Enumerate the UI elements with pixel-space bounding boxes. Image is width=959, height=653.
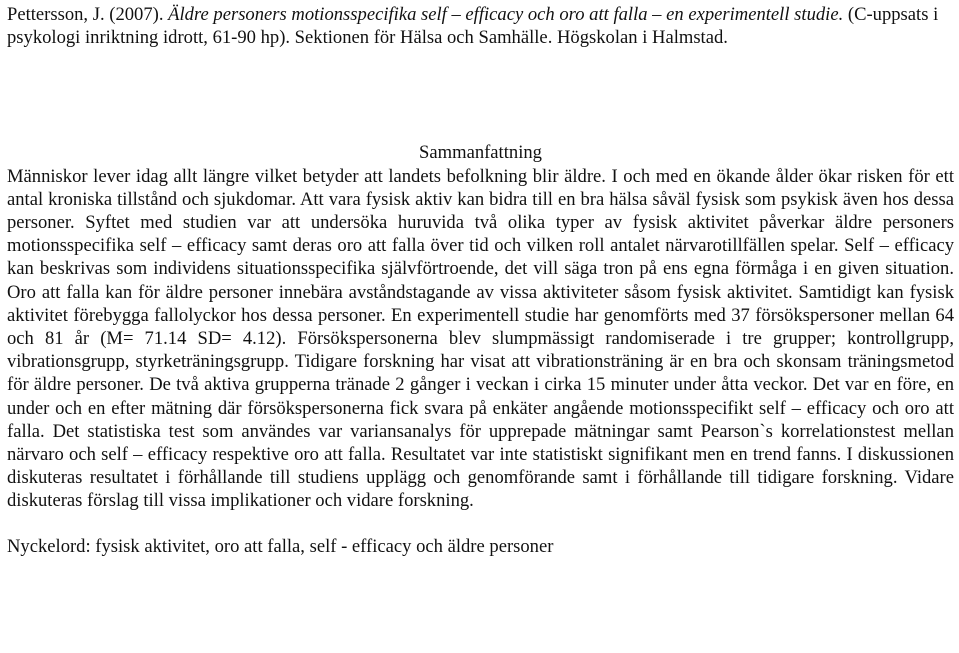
abstract-body: Människor lever idag allt längre vilket betyder att landets befolkning blir äldre. I och med en ökande ålder ökar risken för ett antal kroniska tillstånd och sjukdomar. Att vara fysisk aktiv kan bidra till en bra hälsa såväl fysisk som psykisk även hos dessa personer. Syftet med studien var att undersöka huruvida två olika typer av fysisk aktivitet påverkar äldre personers motionsspecifika self – efficacy samt deras oro att falla över tid och vilken roll antalet närvarotillfällen spelar. Self – efficacy kan beskrivas som individens situationsspecifika självförtroende, det vill säga tron på ens egna förmåga i en given situation. Oro att falla kan för äldre personer innebära avståndstagande av vissa aktiviteter såsom fysisk aktivitet. Samtidigt kan fysisk aktivitet förebygga fallolyckor hos dessa personer. En experimentell studie har genomförts med 37 försökspersoner mellan 64 och 81 år (M= 71.14 SD= 4.12). Försökspersonerna blev slumpmässigt randomiserade i tre grupper; kontrollgrupp, vibrationsgrupp, styrketräningsgrupp. Tidigare forskning har visat att vibrationsträning är en bra och skonsam träningsmetod för äldre personer. De två aktiva grupperna tränade 2 gånger i veckan i cirka 15 minuter under åtta veckor. Det var en före, en under och en efter mätning där försökspersonerna fick svara på enkäter angående motionsspecifikt self – efficacy och oro att falla. Det statistiska test som användes var variansanalys för upprepade mätningar samt Pearson`s korrelationstest mellan närvaro och self – efficacy respektive oro att falla. Resultatet var inte statistiskt signifikant men en trend fanns. I diskussionen diskuteras resultatet i förhållande till studiens upplägg och genomförande samt i förhållande till tidigare forskning. Vidare diskuteras förslag till vissa implikationer och vidare forskning. [7,165,954,512]
abstract-heading: Sammanfattning [419,142,542,164]
citation [7,3,954,49]
citation-source: (C-uppsats i psykologi inriktning idrott, 61-90 hp). Sektionen för Hälsa och Samhälle. Högskolan i Halmstad. [7,4,939,49]
keywords-line: Nyckelord: fysisk aktivitet, oro att falla, self - efficacy och äldre personer [7,535,554,557]
citation-author-year: Pettersson, J. (2007). [7,4,169,25]
citation-title: Äldre personers motionsspecifika self – efficacy och oro att falla – en experimentell studie. [168,4,844,25]
document-page [7,3,954,558]
